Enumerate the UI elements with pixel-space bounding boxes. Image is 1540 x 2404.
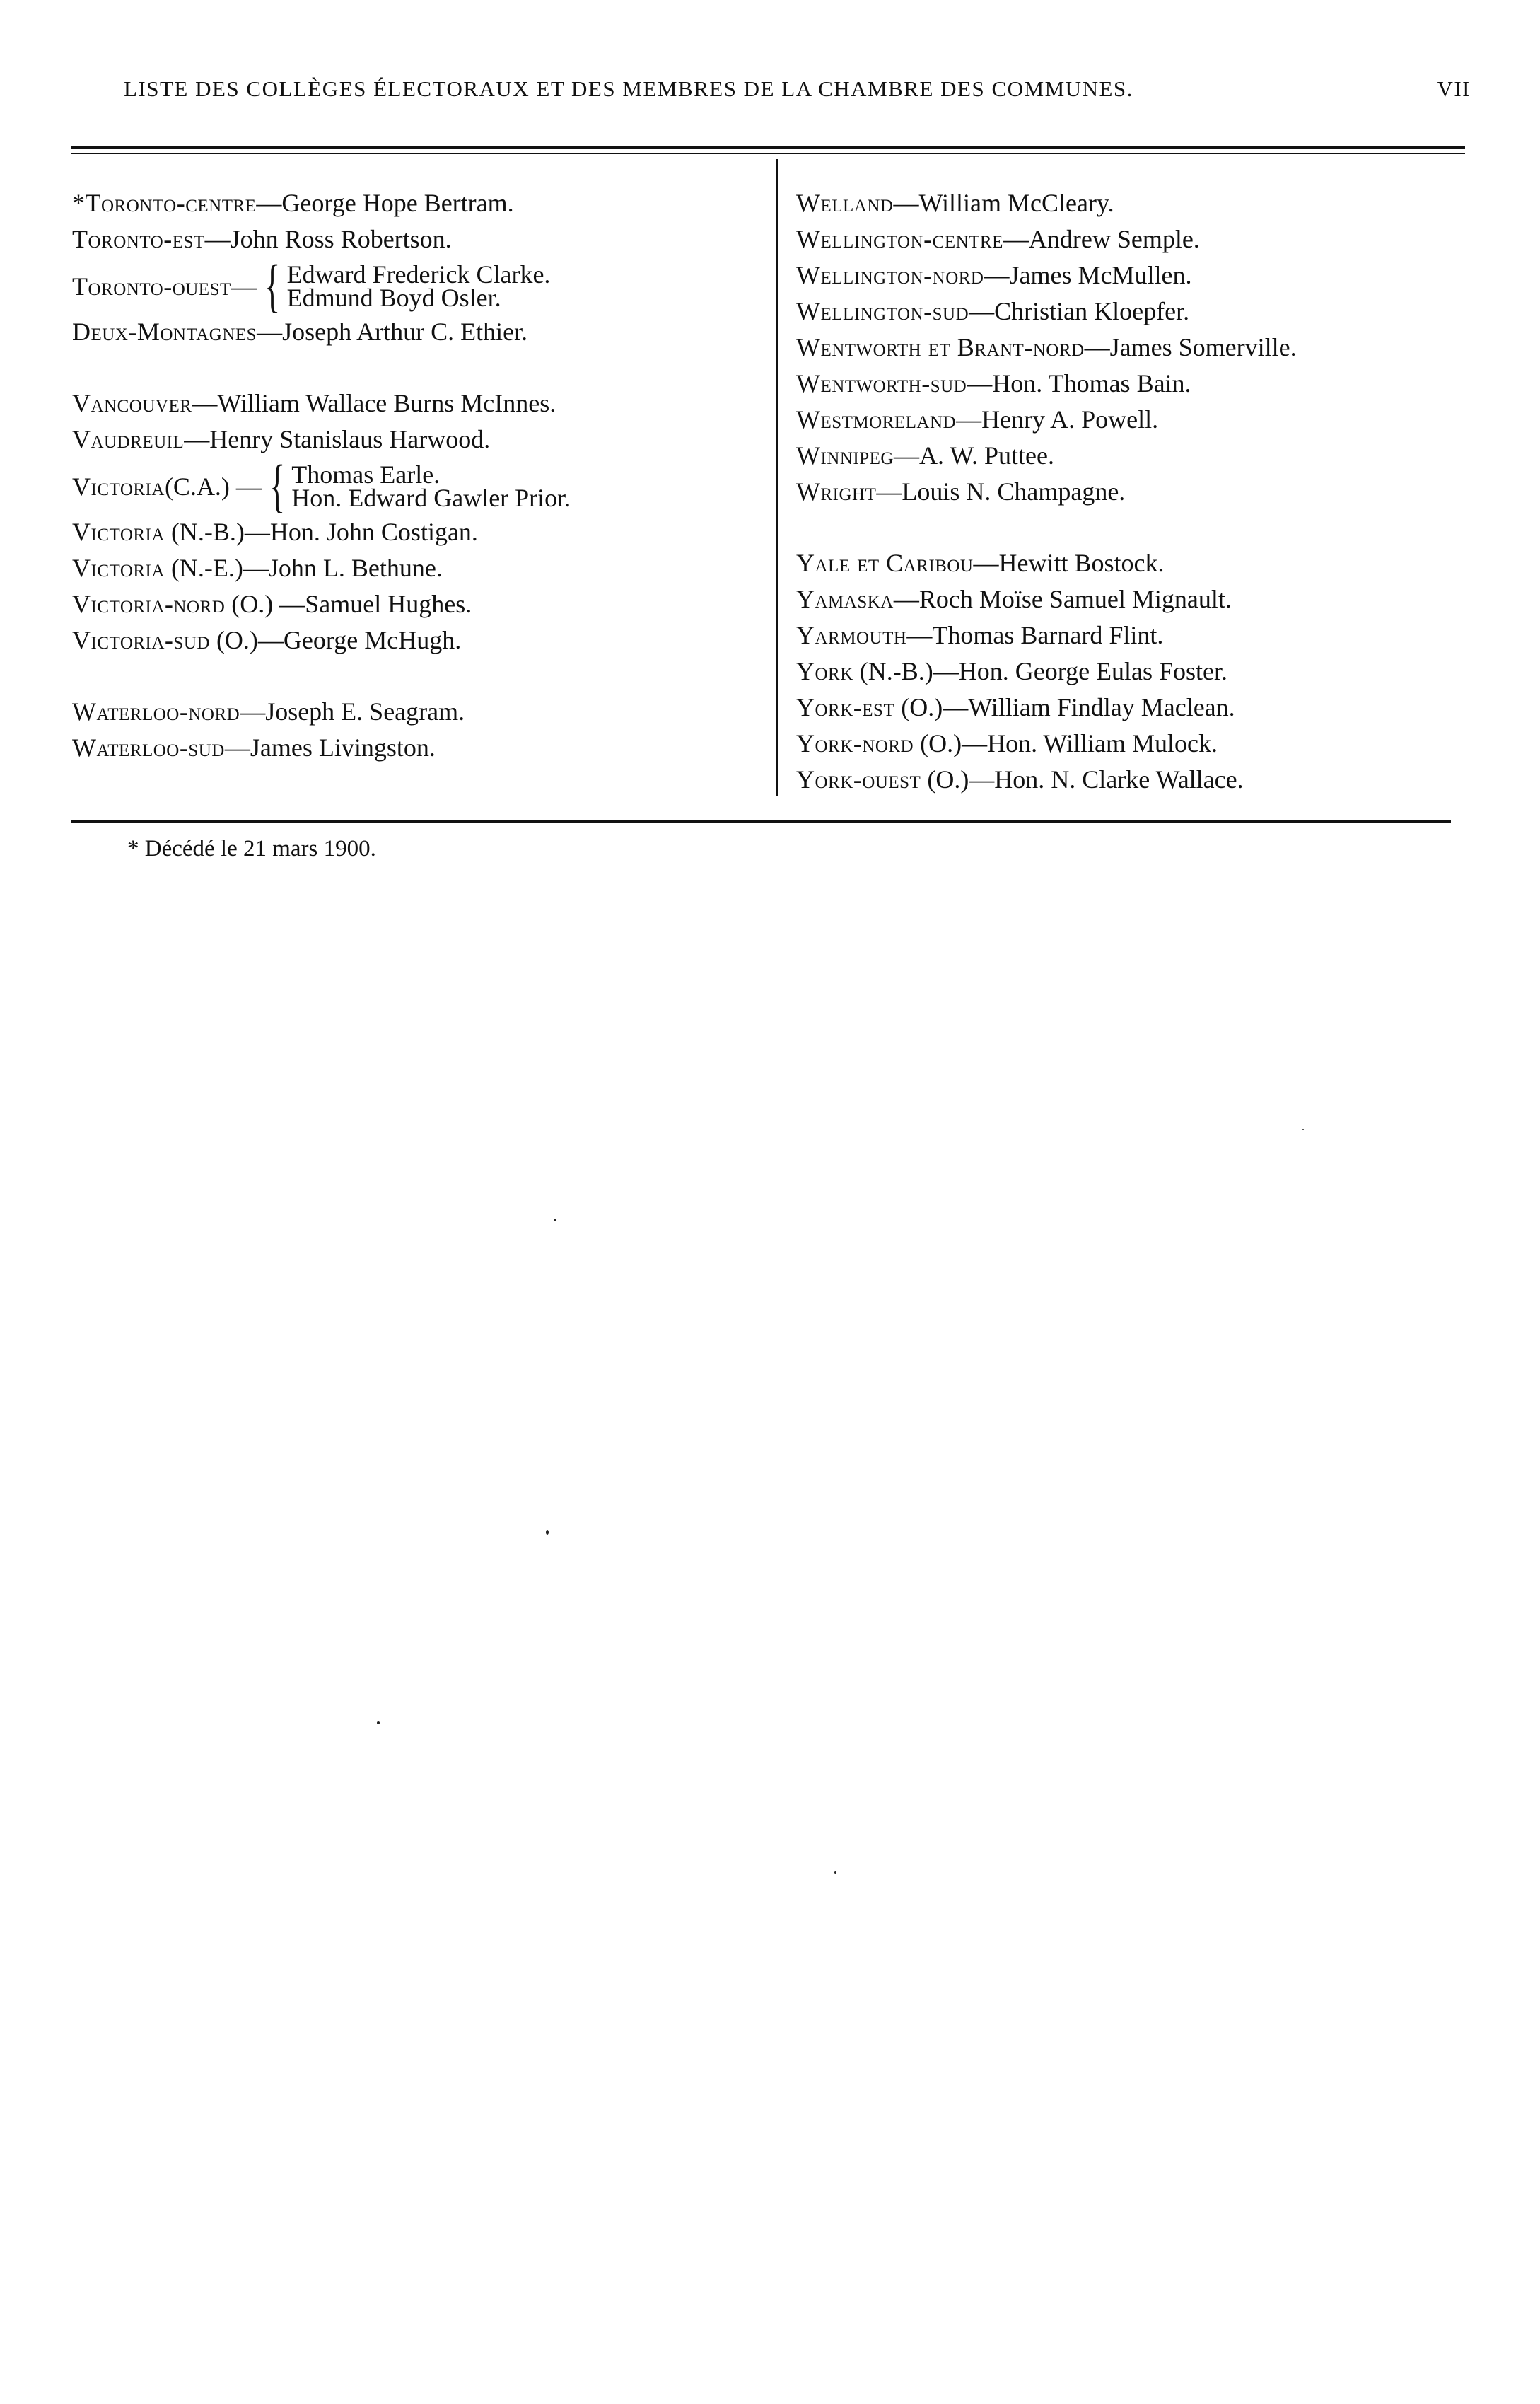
- riding-entry: [796, 726, 1475, 762]
- member-name: —Hon. Thomas Bain.: [967, 369, 1191, 397]
- riding-name: Toronto-est: [72, 225, 205, 253]
- riding-name: Winnipeg: [796, 441, 894, 470]
- member-name: Edmund Boyd Osler.: [286, 284, 501, 312]
- riding-name: Wentworth-sud: [796, 369, 967, 397]
- riding-suffix: (C.A.) —: [164, 472, 262, 501]
- group-spacer: [72, 658, 765, 694]
- riding-entry: [796, 185, 1475, 221]
- scan-speck: [1302, 1129, 1304, 1130]
- riding-name: Vaudreuil: [72, 425, 185, 453]
- brace-glyph: {: [269, 453, 286, 519]
- member-name: (N.-B.)—Hon. George Eulas Foster.: [853, 657, 1228, 685]
- member-name: (O.)—Hon. William Mulock.: [914, 729, 1218, 757]
- riding-entry-multi: [72, 253, 765, 319]
- riding-entry: [72, 730, 765, 766]
- member-name: —Roch Moïse Samuel Mignault.: [893, 585, 1232, 613]
- footnote-rule: [71, 820, 1451, 823]
- column-divider: [776, 159, 778, 796]
- member-name: Edward Frederick Clarke.: [286, 260, 551, 289]
- member-name: —James Livingston.: [224, 733, 436, 762]
- footnote: * Décédé le 21 mars 1900.: [127, 836, 376, 861]
- member-name: —Henry A. Powell.: [956, 405, 1159, 434]
- member-name: —William McCleary.: [893, 189, 1114, 217]
- riding-entry: [796, 257, 1475, 294]
- member-name: —George Hope Bertram.: [256, 189, 514, 217]
- member-name: —Andrew Semple.: [1003, 225, 1200, 253]
- riding-name: Wellington-centre: [796, 225, 1003, 253]
- member-name: (N.-E.)—John L. Bethune.: [164, 554, 443, 582]
- riding-name: Victoria-sud: [72, 626, 210, 654]
- header-title: LISTE DES COLLÈGES ÉLECTORAUX ET DES MEMBRES DE LA CHAMBRE DES COMMUNES.: [124, 76, 1133, 101]
- riding-entry: [796, 545, 1475, 581]
- riding-name: Toronto-ouest—: [72, 272, 257, 301]
- member-list: [291, 460, 571, 512]
- riding-entry: [72, 514, 765, 550]
- riding-name: Yamaska: [796, 585, 894, 613]
- riding-entry: [796, 402, 1475, 438]
- riding-name: Vancouver: [72, 389, 192, 417]
- member-name: (O.) —Samuel Hughes.: [225, 590, 472, 618]
- member-name: —Thomas Barnard Flint.: [906, 621, 1164, 649]
- riding-name: Wright: [796, 477, 877, 506]
- riding-name: Wellington-nord: [796, 261, 984, 289]
- member-name: (N.-B.)—Hon. John Costigan.: [164, 518, 478, 546]
- member-name: —John Ross Robertson.: [204, 225, 452, 253]
- riding-entry: [796, 690, 1475, 726]
- riding-entry: [796, 581, 1475, 617]
- riding-entry: [72, 385, 765, 422]
- riding-name: York-est: [796, 693, 895, 721]
- group-spacer: [796, 510, 1475, 545]
- riding-entry: [72, 422, 765, 458]
- member-name: —James Somerville.: [1084, 333, 1297, 361]
- riding-entry: [72, 221, 765, 257]
- riding-entry: [72, 694, 765, 730]
- riding-entry: [796, 617, 1475, 654]
- riding-entry: [72, 314, 765, 350]
- member-name: —William Wallace Burns McInnes.: [192, 389, 556, 417]
- riding-entry: [796, 221, 1475, 257]
- riding-name: Welland: [796, 189, 894, 217]
- member-name: —Hewitt Bostock.: [973, 549, 1165, 577]
- scan-speck: [377, 1721, 380, 1724]
- riding-entry: [796, 366, 1475, 402]
- member-name: (O.)—William Findlay Maclean.: [894, 693, 1235, 721]
- member-name: Hon. Edward Gawler Prior.: [291, 484, 571, 512]
- page-number: VII: [1437, 76, 1471, 101]
- left-column: [72, 185, 765, 766]
- riding-name: Deux-Montagnes: [72, 318, 257, 346]
- member-name: —Henry Stanislaus Harwood.: [184, 425, 491, 453]
- riding-entry: [796, 762, 1475, 798]
- header-double-rule: [71, 146, 1465, 154]
- member-list: [286, 260, 551, 312]
- member-name: —James McMullen.: [984, 261, 1192, 289]
- riding-entry: [72, 586, 765, 622]
- member-name: (O.)—Hon. N. Clarke Wallace.: [921, 765, 1244, 794]
- riding-entry: [796, 654, 1475, 690]
- member-name: —Joseph Arthur C. Ethier.: [257, 318, 528, 346]
- group-spacer: [72, 350, 765, 385]
- riding-name: Waterloo-nord: [72, 697, 240, 726]
- riding-entry: [72, 622, 765, 658]
- riding-entry: [796, 474, 1475, 510]
- riding-name: *Toronto-centre: [72, 189, 257, 217]
- member-name: —Joseph E. Seagram.: [240, 697, 465, 726]
- riding-name: Victoria-nord: [72, 590, 226, 618]
- member-name: Thomas Earle.: [291, 460, 441, 489]
- riding-name: York-nord: [796, 729, 914, 757]
- riding-name: Victoria: [72, 518, 165, 546]
- riding-name: Waterloo-sud: [72, 733, 225, 762]
- scan-speck: [554, 1219, 556, 1221]
- member-name: —Christian Kloepfer.: [969, 297, 1190, 325]
- riding-entry: [796, 330, 1475, 366]
- riding-entry: [796, 438, 1475, 474]
- riding-name: Yarmouth: [796, 621, 907, 649]
- riding-name: York-ouest: [796, 765, 921, 794]
- running-header: [124, 71, 1471, 113]
- riding-entry: [72, 550, 765, 586]
- riding-name: Yale et Caribou: [796, 549, 974, 577]
- right-column: [796, 185, 1475, 798]
- brace-glyph: {: [264, 253, 281, 319]
- member-name: —A. W. Puttee.: [893, 441, 1054, 470]
- member-name: —Louis N. Champagne.: [876, 477, 1126, 506]
- riding-name: Wentworth et Brant-nord: [796, 333, 1085, 361]
- riding-name: Victoria: [72, 472, 165, 501]
- riding-name: York: [796, 657, 853, 685]
- scan-speck: [546, 1530, 549, 1535]
- riding-name: Victoria: [72, 554, 165, 582]
- riding-name: Westmoreland: [796, 405, 957, 434]
- member-name: (O.)—George McHugh.: [209, 626, 462, 654]
- riding-entry-multi: [72, 453, 765, 519]
- riding-name: Wellington-sud: [796, 297, 969, 325]
- riding-entry: [796, 294, 1475, 330]
- scan-speck: [834, 1871, 836, 1874]
- riding-entry: [72, 185, 765, 221]
